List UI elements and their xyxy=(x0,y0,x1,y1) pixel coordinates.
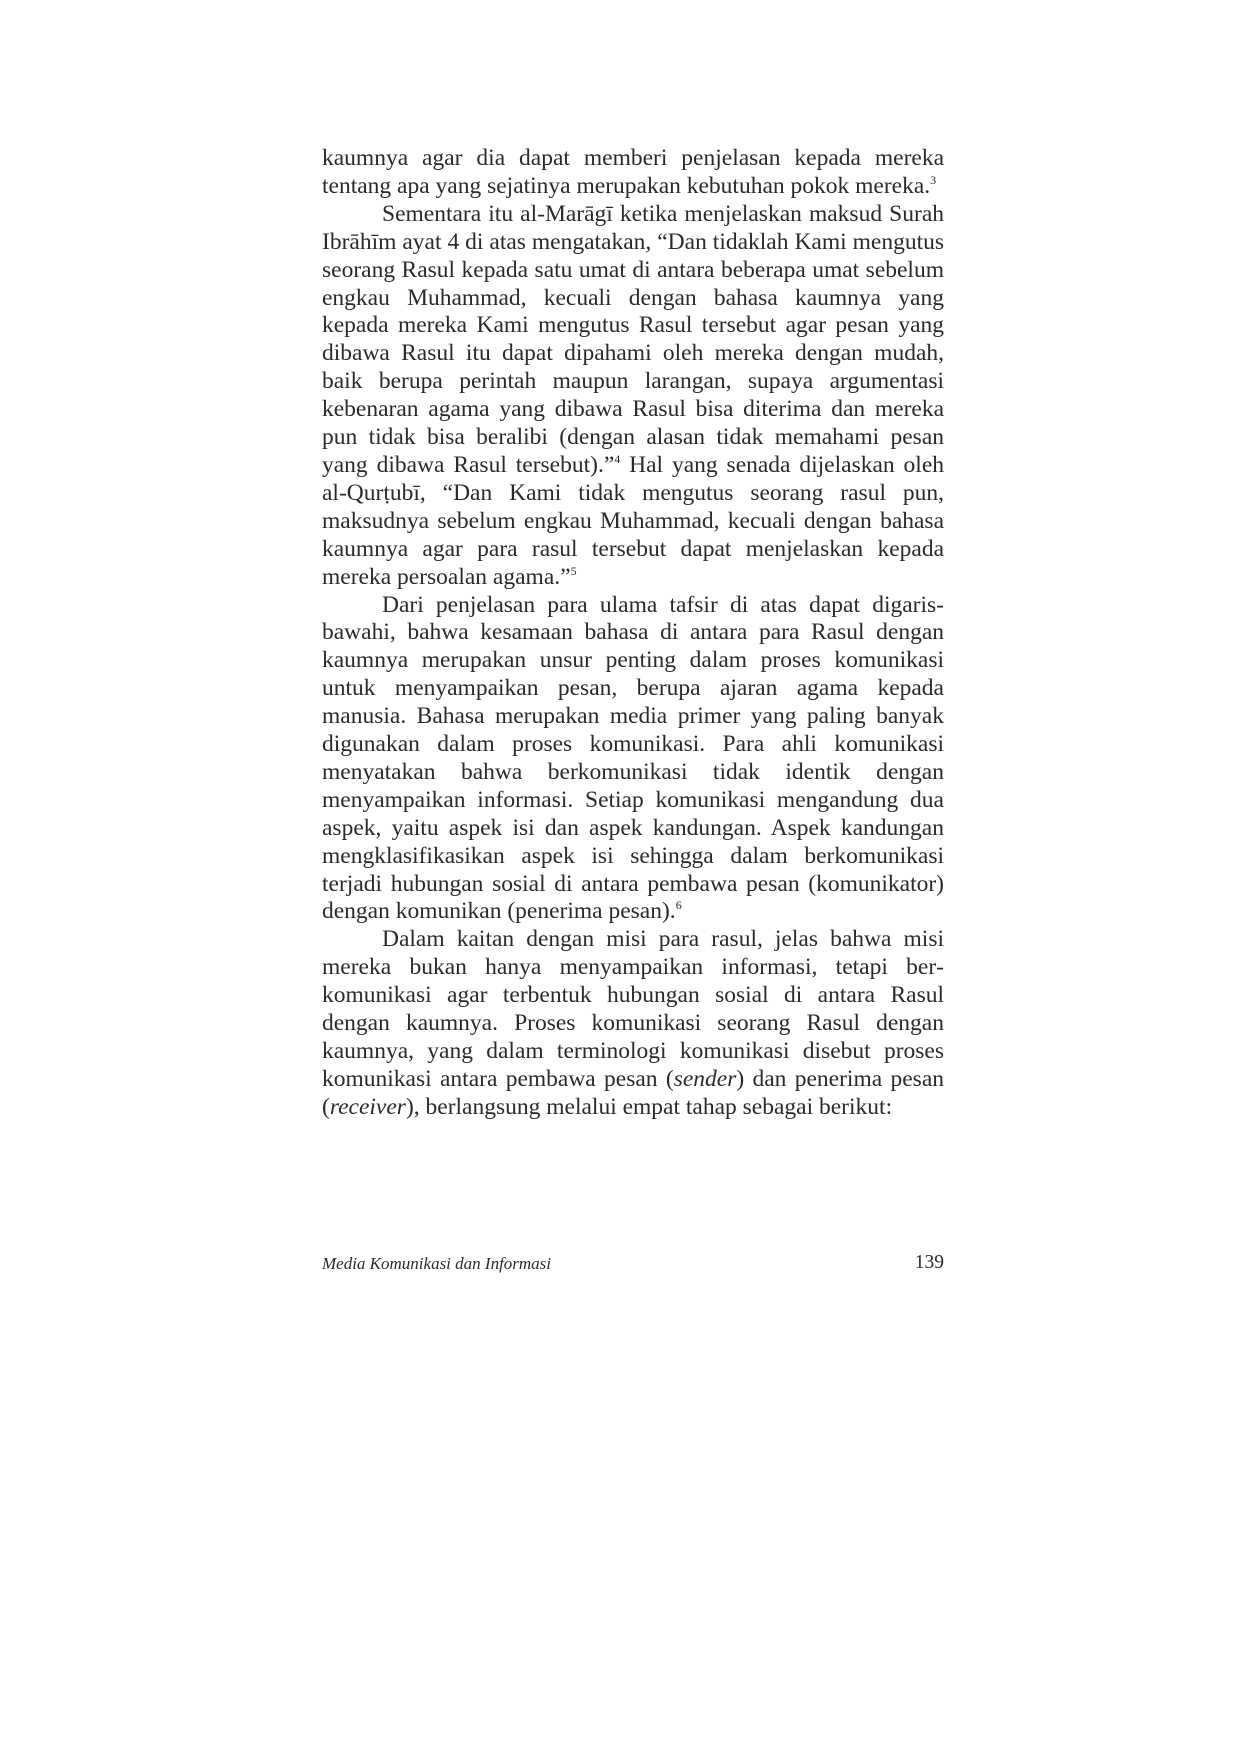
text-segment: Sementara itu al-Marāgī ketika menjelaskan maksud Surah Ibrāhīm ayat 4 di atas mengatakan, “Dan tidaklah Kami mengutus seorang Rasul kepada satu umat di antara beberapa umat sebelum engkau Muhammad, kecuali dengan bahasa kaumnya yang kepada mereka Kami mengutus Rasul tersebut agar pesan yang dibawa Rasul itu dapat dipahami oleh mereka dengan mudah, baik berupa perintah maupun larangan, supaya argumentasi kebenaran agama yang dibawa Rasul bisa diterima dan mereka pun tidak bisa beralibi (dengan alasan tidak memahami pesan yang dibawa Rasul tersebut).” xyxy=(322,200,944,478)
text-segment: ), berlangsung melalui empat tahap sebagai berikut: xyxy=(405,1093,893,1120)
text-segment: ) dan penerima pesan ( xyxy=(322,1065,944,1120)
footnote-marker: 5 xyxy=(570,563,577,578)
paragraph-4 xyxy=(322,926,944,1121)
footnote-marker: 6 xyxy=(675,898,682,913)
paragraph-1 xyxy=(322,145,944,201)
body-text xyxy=(322,145,944,1122)
running-footer-title: Media Komunikasi dan Informasi xyxy=(322,1254,552,1273)
footnote-marker: 4 xyxy=(614,451,621,466)
page-number: 139 xyxy=(914,1252,944,1273)
text-segment: Dalam kaitan dengan misi para rasul, jelas bahwa misi mereka bukan hanya menyampaikan informasi, tetapi berkomunikasi agar terbentuk hubungan sosial di antara Rasul dengan kaumnya. Proses komunikasi seorang Rasul dengan kaumnya, yang dalam terminologi komunikasi disebut proses komunikasi antara pembawa pesan ( xyxy=(322,926,944,1092)
text-segment: kaumnya agar dia dapat memberi penjelasan kepada mereka tentang apa yang sejatinya merupakan kebutuhan pokok mereka. xyxy=(322,145,944,199)
paragraph-2 xyxy=(322,201,944,592)
italic-term: sender xyxy=(673,1065,737,1092)
paragraph-3 xyxy=(322,592,944,927)
italic-term: receiver xyxy=(329,1093,406,1120)
footnote-marker: 3 xyxy=(930,172,937,187)
text-segment: Hal yang senada dijelaskan oleh al-Qurṭubī, “Dan Kami tidak mengutus seorang rasul pun, maksudnya sebelum engkau Muhammad, kecuali dengan bahasa kaumnya agar para rasul tersebut dapat menjelaskan kepada mereka persoalan agama.” xyxy=(322,451,944,590)
page-footer xyxy=(322,1252,944,1276)
text-segment: Dari penjelasan para ulama tafsir di atas dapat digarisbawahi, bahwa kesamaan bahasa di antara para Rasul dengan kaumnya merupakan unsur penting dalam proses komunikasi untuk menyampaikan pesan, berupa ajaran agama kepada manusia. Bahasa merupakan media primer yang paling banyak digunakan dalam proses komunikasi. Para ahli komunikasi menyatakan bahwa berkomunikasi tidak identik dengan menyampaikan informasi. Setiap komunikasi mengandung dua aspek, yaitu aspek isi dan aspek kandungan. Aspek kandungan mengklasifikasikan aspek isi sehingga dalam berkomunikasi terjadi hubungan sosial di antara pembawa pesan (komunikator) dengan komunikan (penerima pesan). xyxy=(322,591,944,925)
